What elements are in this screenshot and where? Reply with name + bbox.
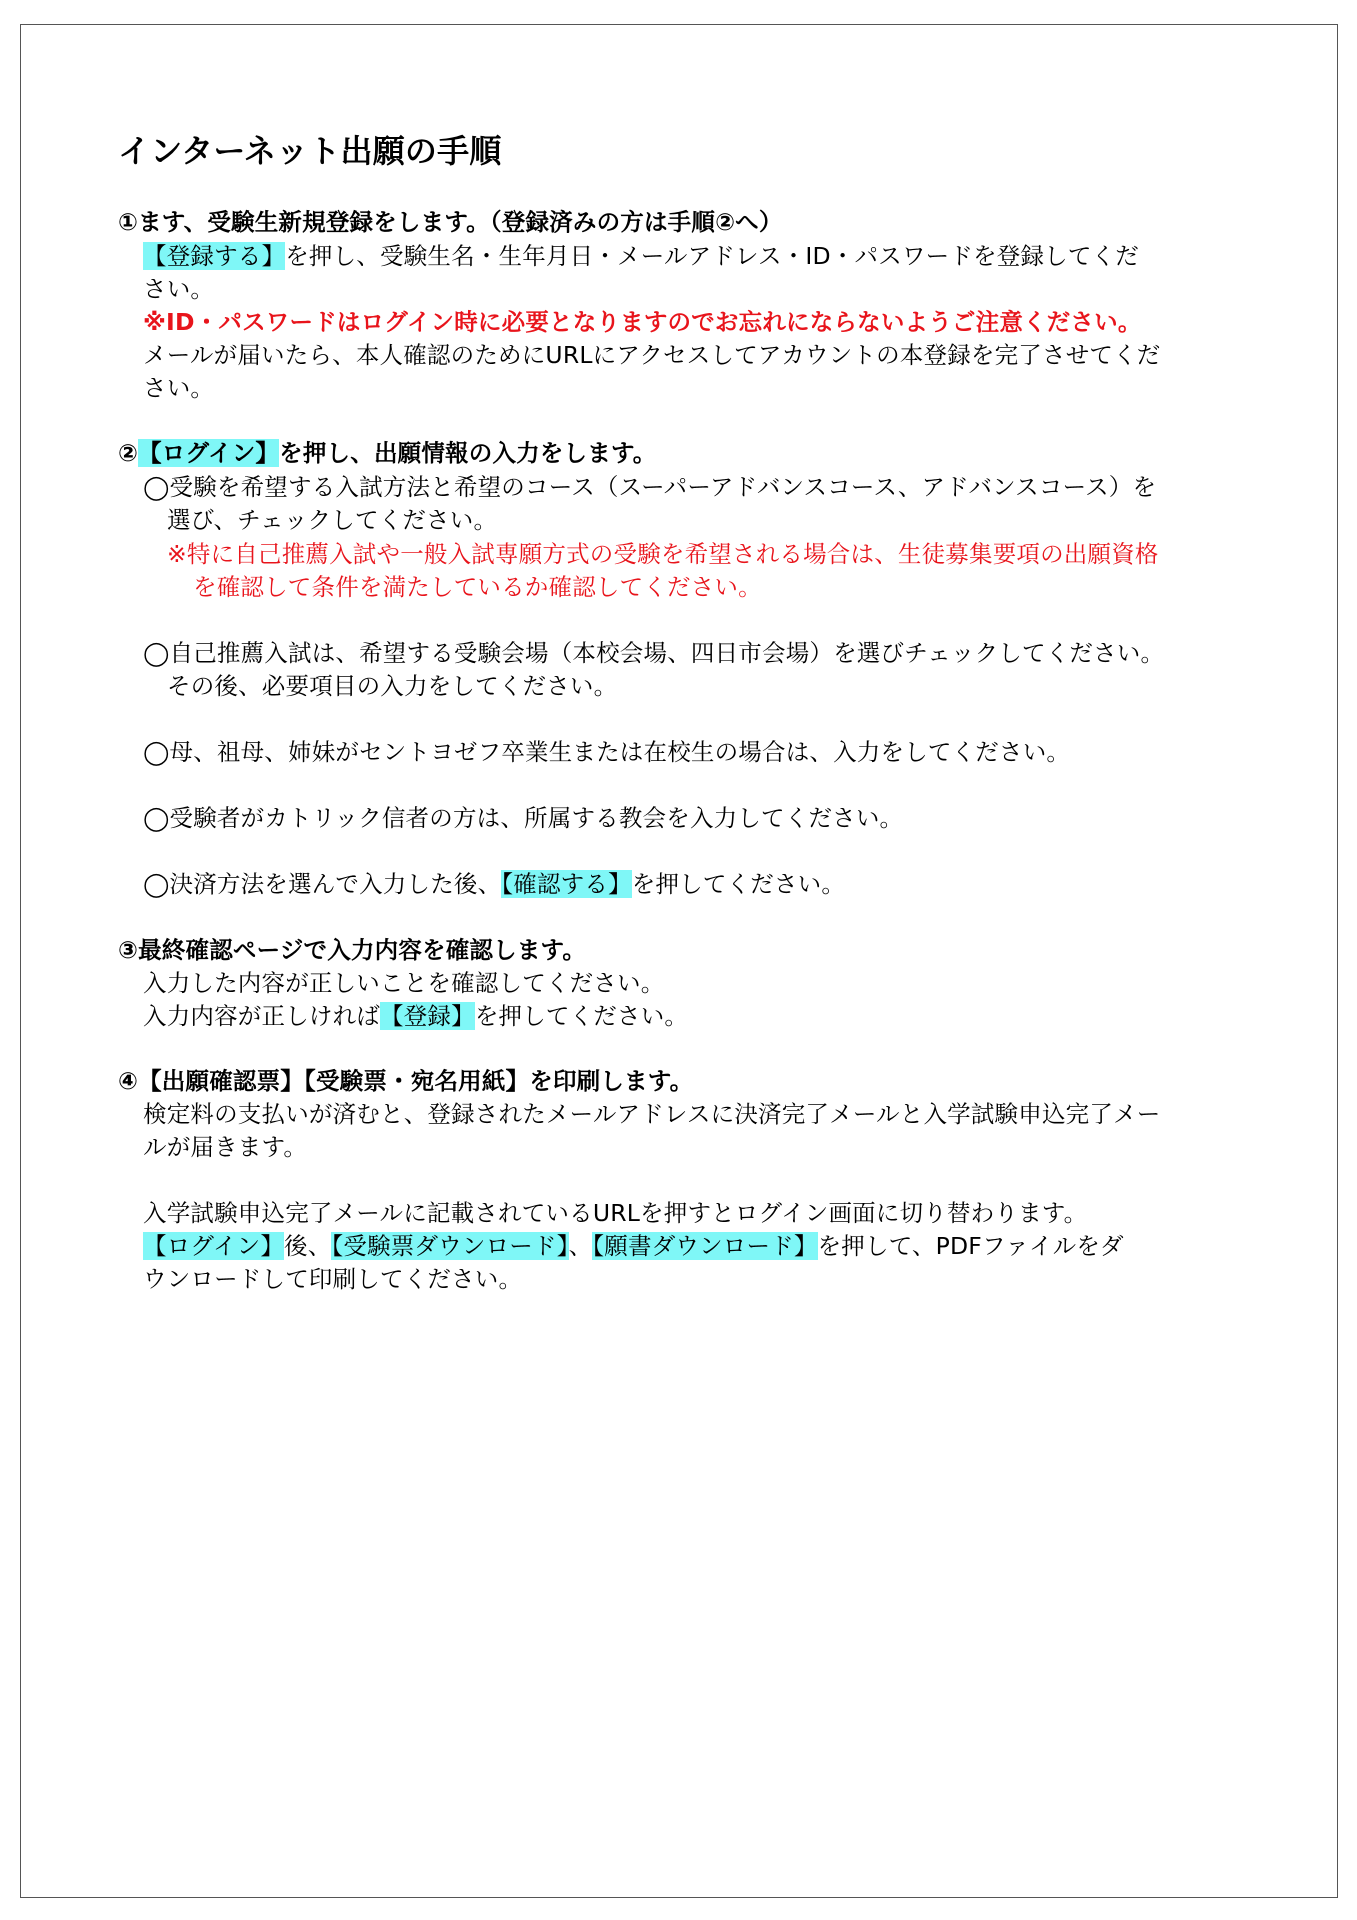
step1-line4: メールが届いたら、本人確認のためにURLにアクセスしてアカウントの本登録を完了させてくだ — [143, 341, 1161, 369]
page-title: インターネット出願の手順 — [118, 132, 502, 170]
touroku-button-label[interactable]: 【登録】 — [380, 1002, 475, 1030]
step2-bullet2-line2: その後、必要項目の入力をしてください。 — [167, 672, 618, 700]
step3-heading: ③最終確認ページで入力内容を確認します。 — [118, 936, 587, 964]
step2-number: ② — [118, 439, 139, 467]
step2-bullet5-text: ◯決済方法を選んで入力した後、 — [143, 870, 502, 898]
step2-note-line1: ※特に自己推薦入試や一般入試専願方式の受験を希望される場合は、生徒募集要項の出願資格 — [167, 540, 1159, 568]
step1-heading: ①ます、受験生新規登録をします。（登録済みの方は手順②へ） — [118, 208, 783, 236]
step4-line2: ルが届きます。 — [143, 1133, 308, 1161]
step2-bullet5-post: を押してください。 — [631, 870, 846, 898]
step1-line1-text: を押し、受験生名・生年月日・メールアドレス・ID・パスワードを登録してくだ — [285, 242, 1139, 270]
ticket-download-button-label[interactable]: 【受験票ダウンロード】 — [331, 1232, 569, 1260]
step2-heading — [118, 438, 656, 468]
step4-after-text: 後、 — [284, 1232, 332, 1260]
step3-line1: 入力した内容が正しいことを確認してください。 — [143, 969, 665, 997]
login-button-label[interactable]: 【ログイン】 — [138, 439, 280, 467]
confirm-button-label[interactable]: 【確認する】 — [501, 870, 632, 898]
step4-line1: 検定料の支払いが済むと、登録されたメールアドレスに決済完了メールと入学試験申込完了メー — [143, 1100, 1161, 1128]
step2-note-line2: を確認して条件を満たしているか確認してください。 — [193, 573, 762, 601]
step2-heading-text: を押し、出願情報の入力をします。 — [279, 439, 657, 467]
step4-heading: ④【出願確認票】【受験票・宛名用紙】を印刷します。 — [118, 1067, 694, 1095]
step1-line2: さい。 — [143, 275, 215, 303]
application-download-button-label[interactable]: 【願書ダウンロード】 — [592, 1232, 818, 1260]
step3-line2 — [143, 1001, 688, 1031]
step4-line4 — [143, 1231, 1124, 1261]
step2-bullet1-line2: 選び、チェックしてください。 — [167, 506, 498, 534]
step2-bullet5 — [143, 869, 845, 899]
step4-line3: 入学試験申込完了メールに記載されているURLを押すとログイン画面に切り替わります。 — [143, 1199, 1088, 1227]
step1-line5: さい。 — [143, 374, 215, 402]
step4-line5: ウンロードして印刷してください。 — [143, 1265, 523, 1293]
step1-line1 — [143, 241, 1139, 271]
register-button-label[interactable]: 【登録する】 — [143, 242, 286, 270]
step4-line4-post: を押して、PDFファイルをダ — [817, 1232, 1124, 1260]
step2-bullet3: ◯母、祖母、姉妹がセントヨゼフ卒業生または在校生の場合は、入力をしてください。 — [143, 738, 1071, 766]
step1-warning: ※ID・パスワードはログイン時に必要となりますのでお忘れにならないようご注意ください。 — [143, 308, 1142, 336]
step2-bullet2-line1: ◯自己推薦入試は、希望する受験会場（本校会場、四日市会場）を選びチェックしてください。 — [143, 639, 1165, 667]
step4-separator: 、 — [568, 1232, 593, 1260]
login-button-label-2[interactable]: 【ログイン】 — [143, 1232, 285, 1260]
step2-bullet1-line1: ◯受験を希望する入試方法と希望のコース（スーパーアドバンスコース、アドバンスコース）を — [143, 473, 1157, 501]
step2-bullet4: ◯受験者がカトリック信者の方は、所属する教会を入力してください。 — [143, 804, 904, 832]
step3-line2-text: 入力内容が正しければ — [143, 1002, 380, 1030]
step3-line2-post: を押してください。 — [474, 1002, 689, 1030]
